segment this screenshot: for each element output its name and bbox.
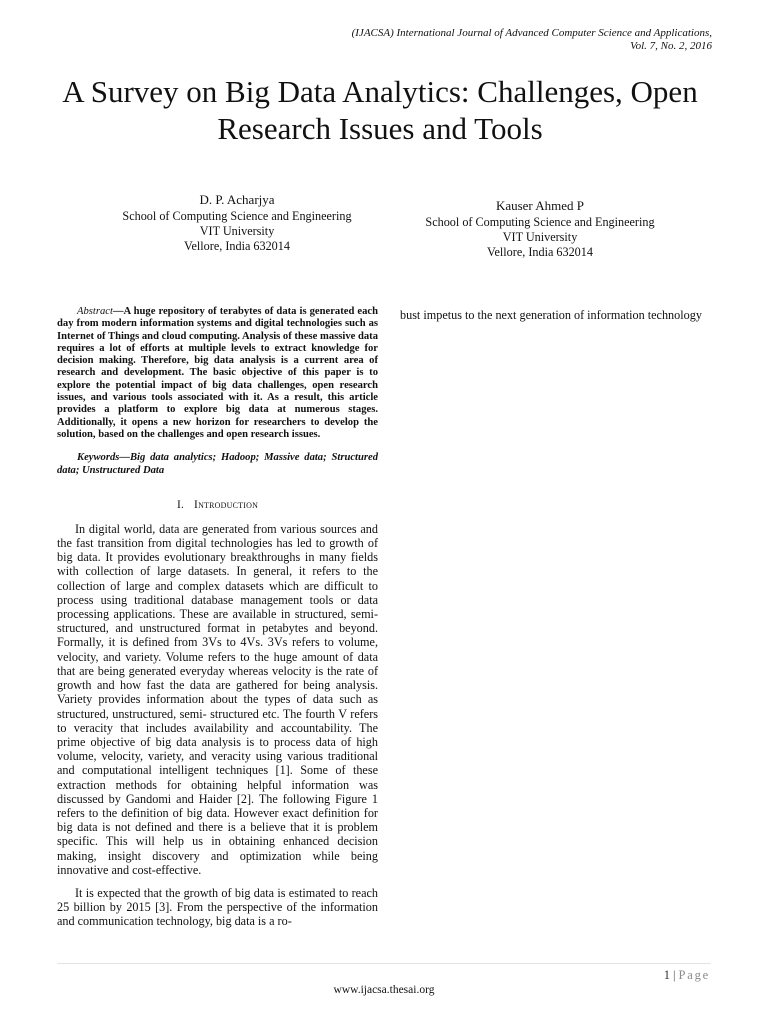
author-block-1 [112, 192, 362, 254]
journal-header [192, 27, 712, 53]
section-heading-introduction [57, 499, 378, 511]
keywords-text: —Big data analytics; Hadoop; Massive data; Structured data; Unstructured Data [57, 452, 378, 476]
author-name: Kauser Ahmed P [495, 198, 585, 213]
right-column-text: bust impetus to the next generation of information technology [400, 308, 702, 322]
author-university: VIT University [199, 224, 275, 238]
page-number: 1 [663, 968, 670, 982]
keywords [57, 452, 378, 477]
right-column [400, 308, 721, 322]
footer-divider [57, 963, 711, 964]
abstract [57, 306, 378, 441]
author-name: D. P. Acharjya [199, 192, 275, 207]
paper-title [40, 73, 720, 147]
paper-title-line2: Research Issues and Tools [217, 111, 543, 146]
keywords-label: Keywords [77, 452, 120, 464]
author-affiliation: School of Computing Science and Engineering [122, 209, 352, 223]
author-location: Vellore, India 632014 [184, 239, 290, 253]
section-number: I. [176, 498, 185, 511]
author-affiliation: School of Computing Science and Engineering [425, 215, 655, 229]
abstract-label: Abstract [77, 306, 113, 317]
journal-volume: Vol. 7, No. 2, 2016 [630, 40, 712, 52]
paper-title-line1: A Survey on Big Data Analytics: Challenges, Open [62, 74, 698, 109]
page-number-block [664, 968, 710, 983]
page-separator: | [672, 968, 676, 982]
section-title: Introduction [194, 498, 259, 511]
page-word: Page [678, 968, 710, 982]
author-university: VIT University [502, 230, 578, 244]
footer-url[interactable]: www.ijacsa.thesai.org [333, 984, 435, 996]
author-location: Vellore, India 632014 [487, 245, 593, 259]
author-block-2 [405, 198, 675, 260]
intro-paragraph-2: It is expected that the growth of big data is estimated to reach 25 billion by 2015 [3]. From the perspective of the information and communication technology, big data is a ro- [57, 885, 378, 929]
intro-paragraph-1: In digital world, data are generated from various sources and the fast transition from digital technologies has led to growth of big data. It provides evolutionary breakthroughs in many fields with collection of large datasets. In general, it refers to the collection of large and complex datasets which are difficult to process using traditional database management tools or data processing applications. These are available in structured, semi-structured, and unstructured format in petabytes and beyond. Formally, it is defined from 3Vs to 4Vs. 3Vs refers to volume, velocity, and variety. Volume refers to the huge amount of data that are being generated everyday whereas velocity is the rate of growth and how fast the data are gathered for being analysis. Variety provides information about the types of data such as structured, unstructured, semi- structured etc. The fourth V refers to veracity that includes availability and accountability. The prime objective of big data analysis is to process data of high volume, velocity, variety, and veracity using various traditional and computational intelligent techniques [1]. Some of these extraction methods for obtaining helpful information was discussed by Gandomi and Haider [2]. The following Figure 1 refers to the definition of big data. However exact definition for big data is not defined and there is a believe that it is problem specific. This will help us in obtaining enhanced decision making, insight discovery and optimization while being innovative and cost-effective. [57, 521, 378, 877]
left-column [57, 306, 378, 938]
journal-name: (IJACSA) International Journal of Advanced Computer Science and Applications, [351, 27, 712, 39]
abstract-text: —A huge repository of terabytes of data is generated each day from modern information systems and digital technologies such as Internet of Things and cloud computing. Analysis of these massive data requires a lot of efforts at multiple levels to extract knowledge for decision making. Therefore, big data analysis is a current area of research and development. The basic objective of this paper is to explore the potential impact of big data challenges, open research issues, and various tools associated with it. As a result, this article provides a platform to explore big data at numerous stages. Additionally, it opens a new horizon for researchers to develop the solution, based on the challenges and open research issues. [57, 306, 378, 440]
